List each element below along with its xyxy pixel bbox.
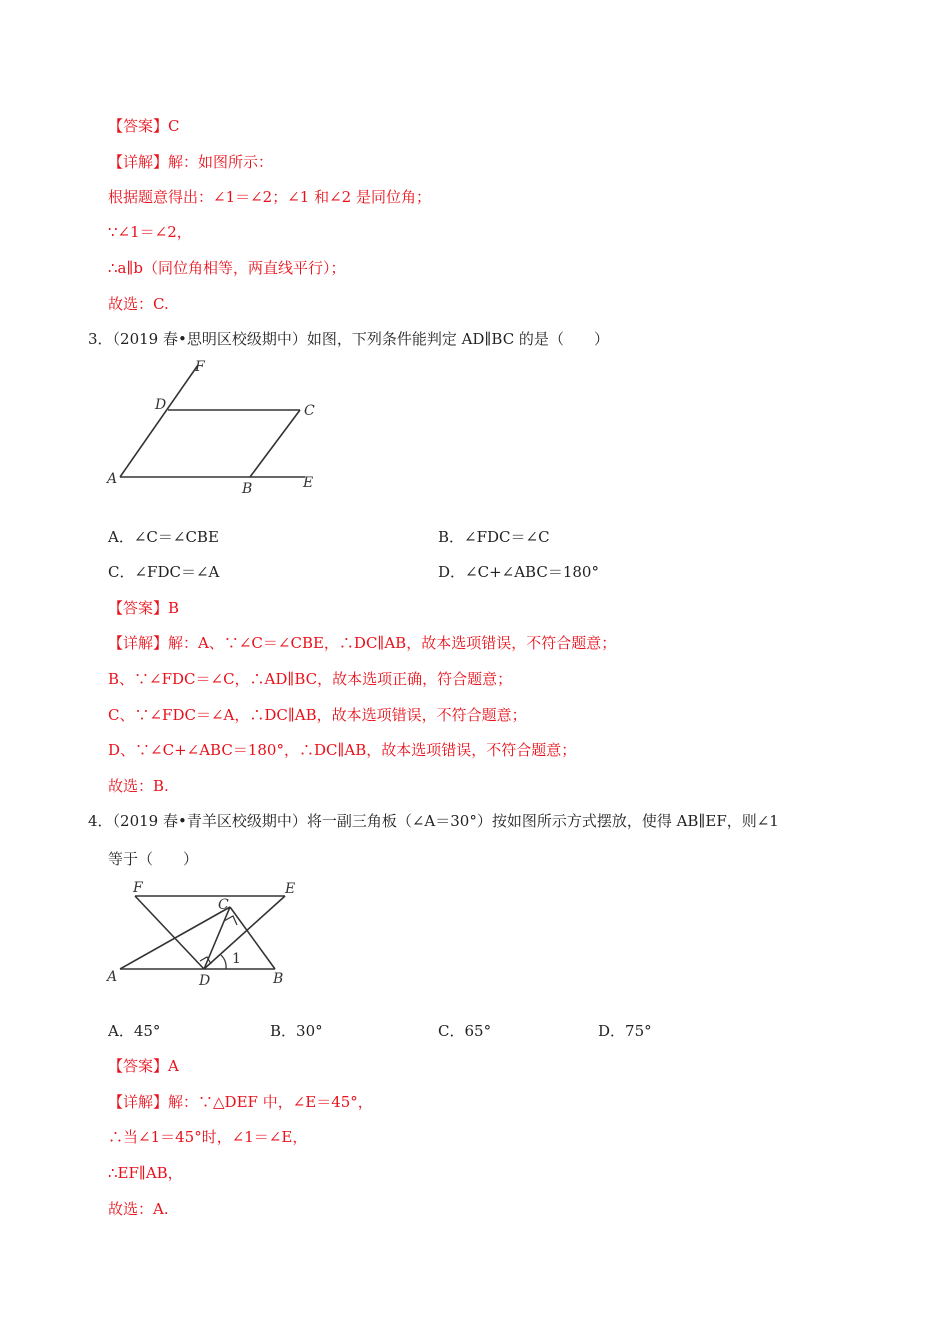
q4-figure — [100, 875, 310, 995]
q3-option-a: A．∠C＝∠CBE — [108, 528, 219, 546]
q3-figure — [100, 355, 330, 500]
q4-question-line-1: 4．（2019 春•青羊区校级期中）将一副三角板（∠A＝30°）按如图所示方式摆放，使得 AB∥EF，则∠1 — [88, 812, 779, 830]
label-B: B — [273, 971, 284, 987]
q2-line-1: 根据题意得出：∠1＝∠2；∠1 和∠2 是同位角； — [108, 188, 431, 206]
label-A: A — [107, 969, 118, 985]
q3-option-d: D．∠C+∠ABC＝180° — [438, 563, 599, 581]
detail-tag: 【详解】 — [108, 1093, 169, 1111]
q4-answer — [108, 1056, 179, 1076]
detail-intro: 解：A、∵∠C＝∠CBE，∴DC∥AB，故本选项错误，不符合题意； — [168, 634, 617, 652]
q3-line-1: B、∵∠FDC＝∠C，∴AD∥BC，故本选项正确，符合题意； — [108, 670, 513, 688]
q4-option-a: A．45° — [108, 1022, 161, 1040]
label-angle-1: 1 — [232, 951, 241, 967]
answer-value: C — [168, 117, 180, 135]
q3-line-2: C、∵∠FDC＝∠A，∴DC∥AB，故本选项错误，不符合题意； — [108, 706, 527, 724]
q4-line-3: 故选：A. — [108, 1200, 169, 1218]
detail-tag: 【详解】 — [108, 634, 169, 652]
q4-line-1: ∴当∠1＝45°时，∠1＝∠E， — [108, 1128, 308, 1146]
answer-tag: 【答案】 — [108, 1057, 169, 1075]
q3-line-4: 故选：B. — [108, 777, 169, 795]
label-A: A — [107, 471, 118, 487]
answer-value: A — [168, 1057, 179, 1075]
label-E: E — [285, 881, 296, 897]
answer-value: B — [168, 599, 180, 617]
answer-tag: 【答案】 — [108, 599, 169, 617]
q3-answer — [108, 598, 179, 618]
detail-intro: 解：如图所示： — [168, 153, 274, 171]
label-C: C — [304, 403, 315, 419]
q4-option-b: B．30° — [270, 1022, 323, 1040]
q4-option-d: D．75° — [598, 1022, 652, 1040]
label-C: C — [218, 897, 229, 913]
q4-option-c: C．65° — [438, 1022, 492, 1040]
label-D: D — [199, 973, 211, 989]
q2-line-2: ∵∠1＝∠2， — [108, 223, 192, 241]
detail-intro: 解：∵△DEF 中，∠E＝45°， — [168, 1093, 373, 1111]
q3-line-3: D、∵∠C+∠ABC＝180°，∴DC∥AB，故本选项错误，不符合题意； — [108, 741, 577, 759]
label-B: B — [242, 481, 253, 497]
q4-detail — [108, 1092, 373, 1112]
detail-tag: 【详解】 — [108, 153, 169, 171]
label-F: F — [133, 880, 143, 896]
q2-line-3: ∴a∥b（同位角相等，两直线平行）； — [108, 259, 346, 277]
q2-detail — [108, 152, 273, 172]
q2-line-4: 故选：C. — [108, 295, 169, 313]
q3-option-c: C．∠FDC＝∠A — [108, 563, 220, 581]
q3-question: 3．（2019 春•思明区校级期中）如图，下列条件能判定 AD∥BC 的是（ ） — [88, 330, 609, 348]
q4-line-2: ∴EF∥AB， — [108, 1164, 183, 1182]
q4-question-line-2: 等于（ ） — [108, 850, 199, 868]
q3-option-b: B．∠FDC＝∠C — [438, 528, 550, 546]
q3-detail — [108, 633, 616, 653]
label-E: E — [303, 475, 314, 491]
q2-answer — [108, 116, 180, 136]
label-F: F — [195, 359, 205, 375]
answer-tag: 【答案】 — [108, 117, 169, 135]
label-D: D — [155, 397, 167, 413]
